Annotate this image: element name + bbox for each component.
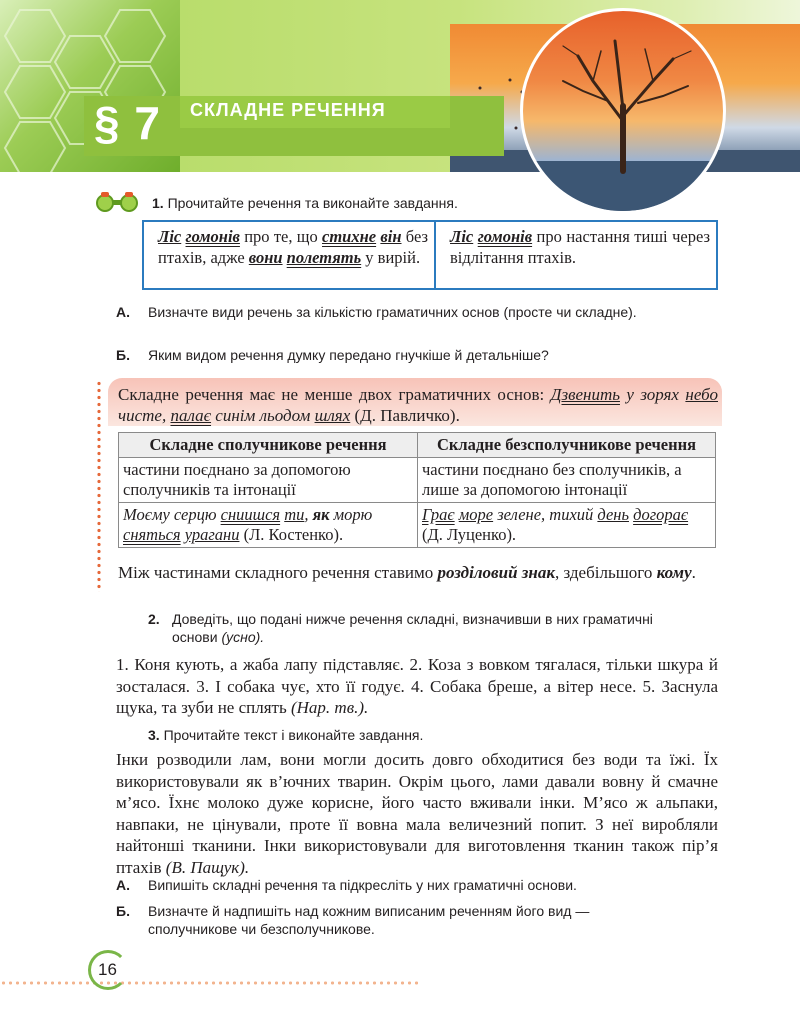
predicate: догорає — [633, 505, 689, 524]
task-text: Визначте й надпишіть над кожним виписаним реченням його вид — сполучникове чи безсполучникове. — [148, 903, 590, 937]
table-cell-example: Моєму серцю сниишся ти, як морю сняться урагани (Л. Костенко). — [119, 503, 418, 548]
author: (Л. Костенко). — [239, 525, 344, 544]
page-number: 16 — [98, 960, 117, 979]
exercise1-instruction — [152, 194, 458, 212]
text-span: синім льодом — [211, 406, 315, 425]
instruction-text: Доведіть, що подані нижче речення складні, визначивши в них граматичні основи — [172, 611, 653, 645]
exercise-number: 3. — [148, 727, 160, 743]
exercise-number: 1. — [152, 195, 164, 211]
proverbs-text: 1. Коня кують, а жаба лапу підставляє. 2. Коза з вовком тягалася, тільки шкура й зосталася. 3. І собака чує, хто її годує. 4. Собака бреше, а вітер несе. 5. Заснула щука, та зуби не сплять — [116, 655, 718, 717]
text-span: про настання тиші через відлітання птахів. — [450, 227, 710, 267]
reading-text: Інки розводили лам, вони могли досить довго обходитися без води та їжі. Їх використовували як в’ючних тварин. Окрім цього, лами давали вовну й смачне м’ясо. Їхнє молоко дуже корисне, його часто вживали інки. М’ясо ж альпаки, навпаки, не цінували, проте її вовна мала величезний попит. З неї виробляли найтонші тканини. Інки використовували для виготовлення тканин також пір’я птахів — [116, 750, 718, 877]
task-text: Випишіть складні речення та підкресліть у них граматичні основи. — [148, 877, 577, 893]
key-term: розділовий знак — [437, 563, 555, 582]
text-span: про те, що — [239, 227, 323, 246]
text-span: морю — [329, 505, 373, 524]
text-span: , здебільшого — [555, 563, 657, 582]
table-header-cell: Складне безсполучникове речення — [418, 433, 716, 458]
task-b — [116, 902, 676, 938]
rule-dotted-line — [97, 380, 101, 592]
table-cell: частини поєднано за допомогою сполучників та інтонації — [119, 458, 418, 503]
text-span: у зорях — [619, 385, 686, 404]
key-term: кому — [656, 563, 692, 582]
task-text: Яким видом речення думку передано гнучкіше й детальніше? — [148, 347, 549, 363]
tree-icon — [523, 11, 723, 211]
task-b — [116, 346, 676, 364]
author: (Д. Павличко). — [350, 406, 460, 425]
comparison-box — [142, 220, 718, 290]
complex-sentence-cell — [144, 222, 436, 288]
rule-text — [118, 384, 718, 426]
predicate: Грає — [422, 505, 455, 524]
exercise-number: 2. — [148, 611, 160, 627]
author: (Д. Луценко). — [422, 525, 517, 544]
task-text: Визначте види речень за кількістю граматичних основ (просте чи складне). — [148, 304, 637, 320]
predicate: сняться — [123, 525, 181, 544]
source: (В. Пащук). — [165, 857, 250, 877]
subject: море — [458, 505, 494, 524]
instruction-text: Прочитайте текст і виконайте завдання. — [163, 727, 424, 743]
predicate: Дзвенить — [550, 385, 620, 404]
text-span: без птахів, адже — [158, 227, 429, 267]
table-row — [119, 458, 716, 503]
subject: він — [380, 227, 402, 246]
table-cell-example — [418, 503, 716, 548]
source: (Нар. тв.). — [290, 698, 369, 717]
text-span: Моєму серцю — [123, 505, 221, 524]
task-label: А. — [116, 304, 130, 320]
binoculars-icon — [94, 191, 144, 213]
instruction-note: (усно). — [217, 629, 265, 645]
predicate: палає — [170, 406, 212, 425]
exercise2-instruction — [148, 610, 688, 646]
subject: шлях — [314, 406, 351, 425]
subject: Ліс — [450, 227, 474, 246]
task-a — [116, 876, 676, 894]
tree-circle-photo — [520, 8, 726, 214]
exercise2-text — [116, 654, 718, 719]
predicate: гомонів — [477, 227, 533, 246]
subject: вони — [248, 248, 283, 267]
subject: ти — [284, 505, 305, 524]
task-label: А. — [116, 877, 130, 893]
page-header — [0, 0, 800, 172]
footer-dotted-line — [0, 980, 420, 986]
text-span: чисте, — [118, 406, 171, 425]
instruction-text: Прочитайте речення та виконайте завдання. — [167, 195, 458, 211]
exercise3-instruction — [148, 726, 423, 744]
subject: небо — [685, 385, 718, 404]
table-header-cell: Складне сполучникове речення — [119, 433, 418, 458]
text-span: Між частинами складного речення ставимо — [118, 563, 438, 582]
rule-table — [118, 432, 716, 548]
table-header-row — [119, 433, 716, 458]
text-span: у вирій. — [361, 248, 421, 267]
text-span: зелене, тихий — [493, 505, 598, 524]
predicate: полетять — [286, 248, 362, 267]
section-title: СКЛАДНЕ РЕЧЕННЯ — [190, 100, 386, 120]
table-cell: частини поєднано без сполучників, а лише за допомогою інтонації — [418, 458, 716, 503]
text-span: . — [691, 563, 696, 582]
conjunction: як — [312, 505, 330, 524]
predicate: сниишся — [220, 505, 281, 524]
table-row — [119, 503, 716, 548]
rule-conclusion — [118, 562, 718, 583]
rule-intro: Складне речення має не менше двох граматичних основ: — [118, 385, 551, 404]
paragraph-number: § 7 — [94, 97, 161, 149]
subject: Ліс — [158, 227, 182, 246]
predicate: стихне — [322, 227, 377, 246]
predicate: гомонів — [185, 227, 240, 246]
simple-sentence-cell — [436, 222, 716, 288]
task-a — [116, 303, 676, 339]
exercise3-text — [116, 749, 718, 878]
task-label: Б. — [116, 347, 130, 363]
subject: урагани — [184, 525, 240, 544]
subject: день — [597, 505, 629, 524]
task-label: Б. — [116, 903, 130, 919]
